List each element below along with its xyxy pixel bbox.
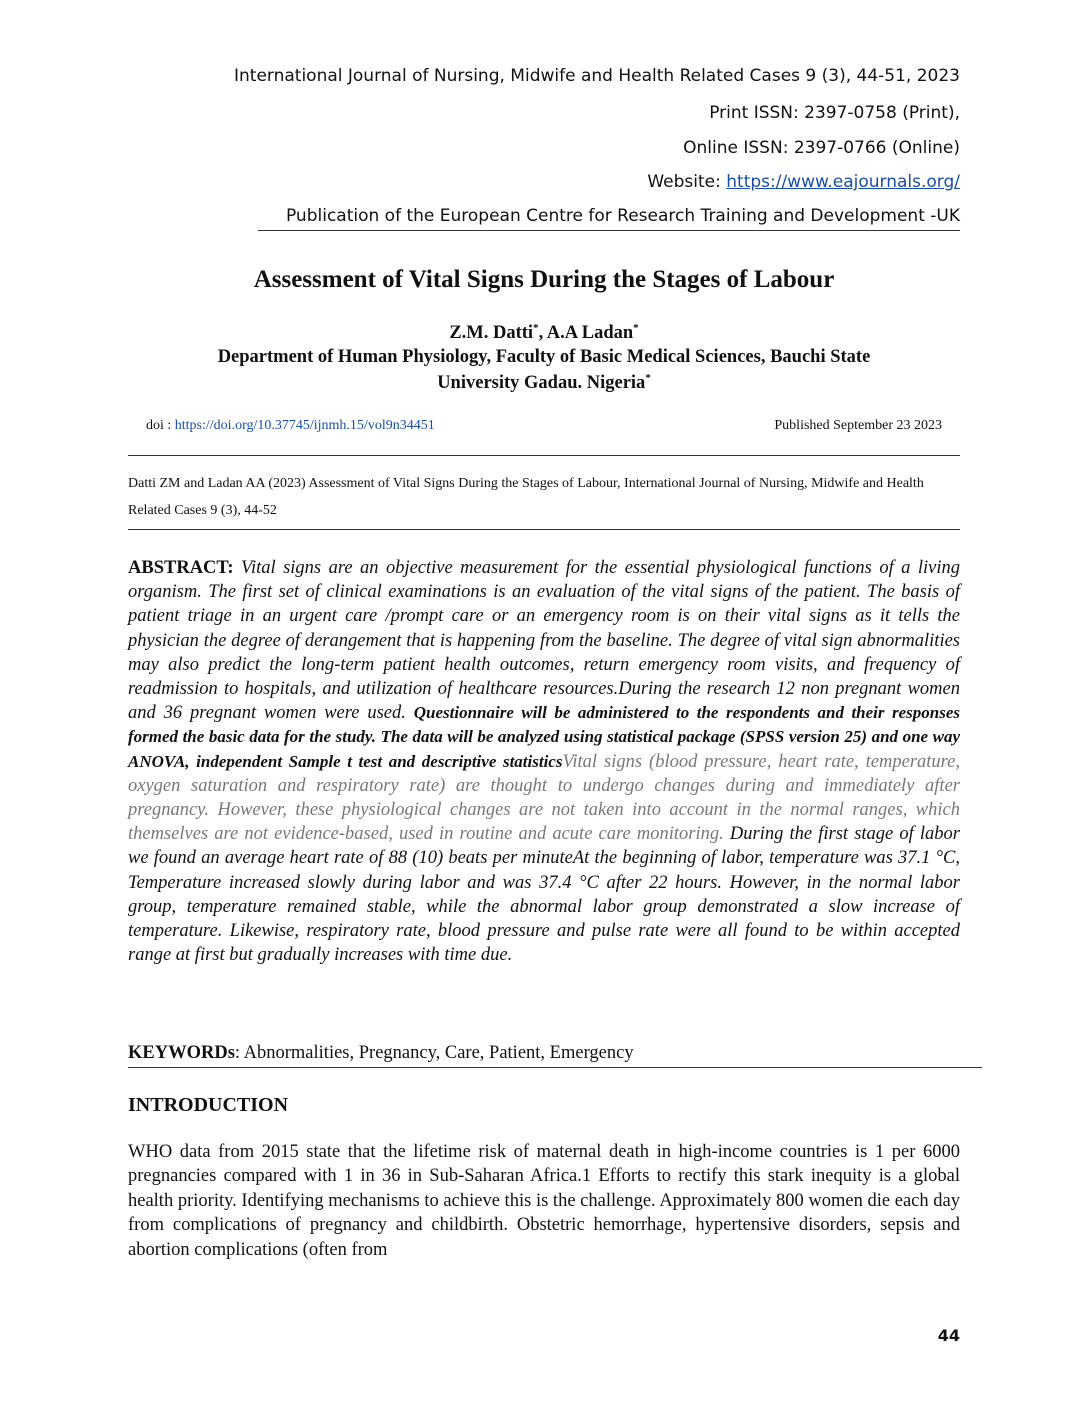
author-1: Z.M. Datti: [449, 323, 534, 344]
doi-label: doi :: [146, 418, 175, 433]
journal-line: International Journal of Nursing, Midwife and Health Related Cases 9 (3), 44-51, 2023: [233, 66, 960, 86]
website-link[interactable]: https://www.eajournals.org/: [726, 172, 960, 192]
website-label: Website:: [647, 172, 727, 192]
divider-top: [128, 455, 960, 456]
article-title: Assessment of Vital Signs During the Stages of Labour: [253, 266, 835, 293]
author-2: , A.A Ladan: [538, 323, 634, 344]
abstract-part-3: Vital signs (blood pressure, heart rate, temperature, oxygen saturation and respiratory rate) are thought to undergo changes during and immediately after pregnancy. However, these physiological changes are not taken into account in the normal ranges, which themselves are not evidence-based, used in routine and acute care monitoring.: [128, 751, 961, 845]
page-number: 44: [937, 1326, 960, 1345]
publication-line: Publication of the European Centre for Research Training and Development -UK: [258, 206, 960, 231]
print-issn: Print ISSN: 2397-0758 (Print),: [709, 103, 960, 123]
introduction-body: WHO data from 2015 state that the lifetime risk of maternal death in high-income countries is 1 per 6000 pregnancies compared with 1 in 36 in Sub-Saharan Africa.1 Efforts to rectify this stark inequity is a global health priority. Identifying mechanisms to achieve this is the challenge. Approximately 800 women die each day from complications of pregnancy and childbirth. Obstetric hemorrhage, hypertensive disorders, sepsis and abortion complications (often from: [128, 1142, 960, 1260]
keywords-text: : Abnormalities, Pregnancy, Care, Patient, Emergency: [234, 1043, 634, 1063]
affiliation-mark: *: [645, 372, 651, 384]
abstract-label: ABSTRACT:: [128, 558, 234, 578]
abstract-part-4: During the first stage of labor we found an average heart rate of 88 (10) beats per minuteAt the beginning of labor, temperature was 37.1 °C, Temperature increased slowly during labor and was 37.4 °C after 22 hours. However, in the normal labor group, temperature remained stable, while the abnormal labor group demonstrated a slow increase of temperature. Likewise, respiratory rate, blood pressure and pulse rate were all found to be within accepted range at first but gradually increases with time due.: [128, 824, 961, 966]
doi-link[interactable]: https://doi.org/10.37745/ijnmh.15/vol9n34451: [174, 418, 435, 433]
keywords-label: KEYWORDs: [128, 1043, 235, 1063]
online-issn: Online ISSN: 2397-0766 (Online): [683, 138, 960, 158]
affiliation-line-1: Department of Human Physiology, Faculty of Basic Medical Sciences, Bauchi State: [217, 347, 871, 367]
affiliation-line-2: [0, 372, 1088, 394]
abstract-part-1: Vital signs are an objective measurement for the essential physiological functions of a living organism. The first set of clinical examinations is an evaluation of the vital signs of the patient. The basis of patient triage in an urgent care /prompt care or an emergency room is on their vital signs as it tells the physician the degree of derangement that is happening from the baseline. The degree of vital sign abnormalities may also predict the long-term patient health outcomes, return emergency room visits, and frequency of readmission to hospitals, and utilization of healthcare resources.During the research 12 non pregnant women and 36 pregnant women were used.: [128, 558, 961, 724]
affiliation-text: University Gadau. Nigeria: [437, 373, 646, 394]
abstract: [128, 556, 960, 967]
website-line: [647, 172, 960, 192]
keywords: [128, 1043, 982, 1068]
divider-citation: [128, 529, 960, 530]
doi-row: [146, 418, 942, 434]
citation: Datti ZM and Ladan AA (2023) Assessment of Vital Signs During the Stages of Labour, International Journal of Nursing, Midwife and Health Related Cases 9 (3), 44-52: [128, 476, 924, 518]
author-mark-1: *: [533, 322, 539, 334]
authors: [0, 322, 1088, 344]
author-mark-2: *: [633, 322, 639, 334]
introduction-heading: INTRODUCTION: [128, 1094, 289, 1116]
abstract-part-2: Questionnaire will be administered to the respondents and their responses formed the basic data for the study. The data will be analyzed using statistical package (SPSS version 25) and one way ANOVA, independent Sample t test and descriptive statistics: [128, 703, 960, 771]
published-date: Published September 23 2023: [774, 418, 942, 433]
